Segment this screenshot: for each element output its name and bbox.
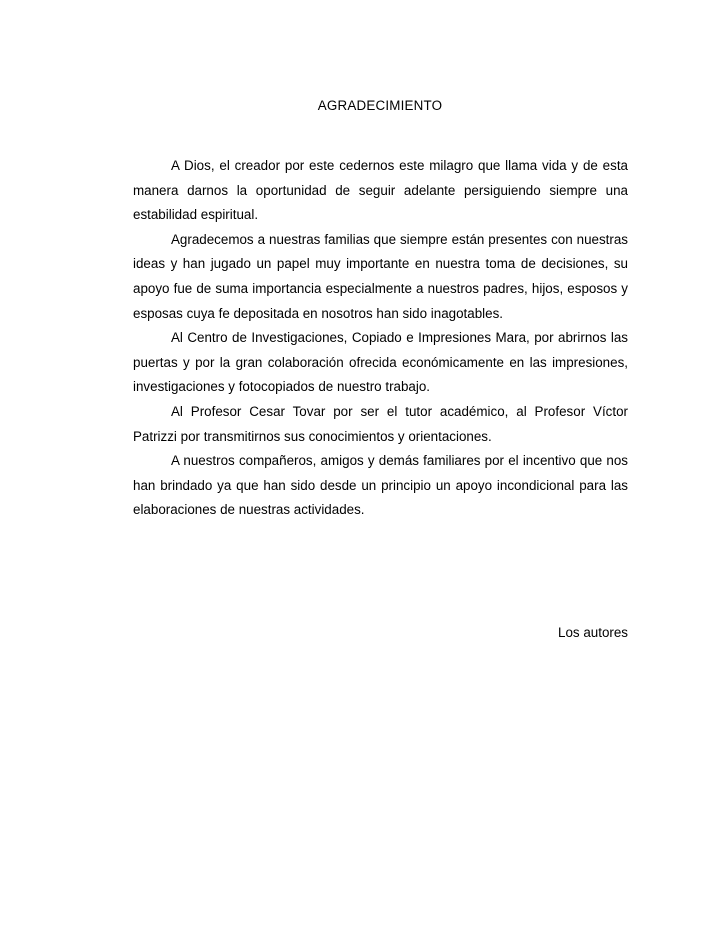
page-title: AGRADECIMIENTO [317, 98, 443, 113]
paragraph-professors: Al Profesor Cesar Tovar por ser el tutor académico, al Profesor Víctor Patrizzi por transmitirnos sus conocimientos y orientaciones. [133, 403, 628, 444]
signature: Los autores [558, 625, 628, 640]
paragraph-families: Agradecemos a nuestras familias que siempre están presentes con nuestras ideas y han jugado un papel muy importante en nuestra toma de decisiones, su apoyo fue de suma importancia especialmente a nuestros padres, hijos, esposos y esposas cuya fe depositada en nosotros han sido inagotables. [133, 231, 628, 321]
paragraph-companions: A nuestros compañeros, amigos y demás familiares por el incentivo que nos han brindado ya que han sido desde un principio un apoyo incondicional para las elaboraciones de nuestras actividades. [133, 453, 628, 518]
paragraph-research-center: Al Centro de Investigaciones, Copiado e Impresiones Mara, por abrirnos las puertas y por la gran colaboración ofrecida económicamente en las impresiones, investigaciones y fotocopiados de nuestro trabajo. [133, 330, 628, 395]
paragraph-god: A Dios, el creador por este cedernos este milagro que llama vida y de esta manera darnos la oportunidad de seguir adelante persiguiendo siempre una estabilidad espiritual. [133, 158, 628, 223]
acknowledgements-body [133, 154, 628, 523]
